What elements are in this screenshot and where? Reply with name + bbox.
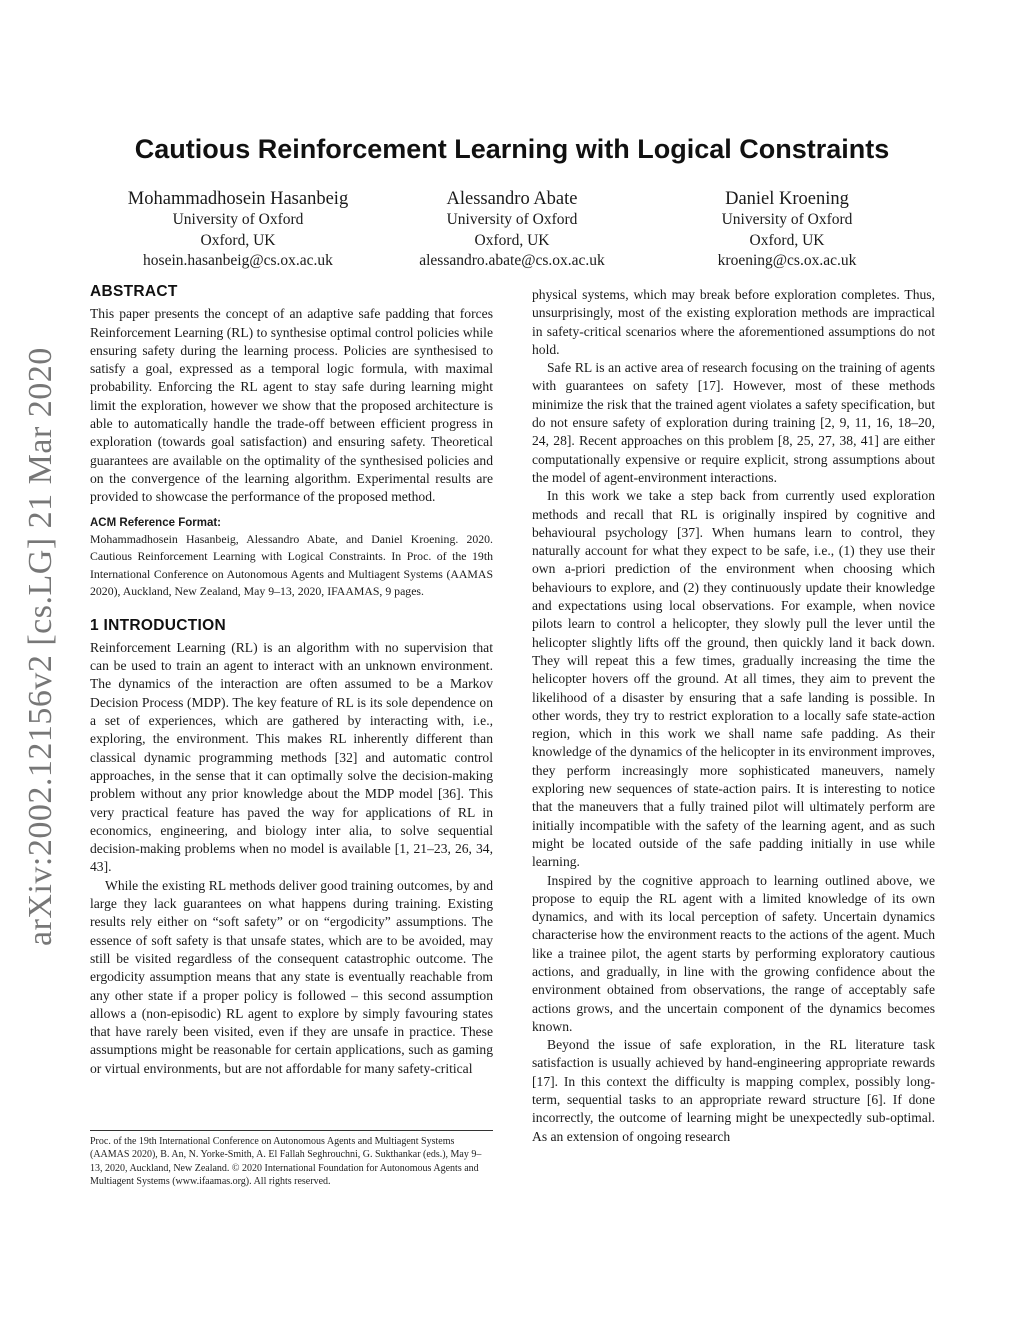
footnote — [90, 1130, 493, 1188]
right-column — [532, 286, 935, 1146]
author-email: kroening@cs.ox.ac.uk — [717, 252, 857, 269]
author-location: Oxford, UK — [200, 231, 276, 249]
author-location: Oxford, UK — [474, 231, 550, 249]
author-name: Daniel Kroening — [725, 189, 849, 209]
author-affiliation: University of Oxford — [172, 211, 304, 228]
introduction-heading: 1 INTRODUCTION — [90, 616, 226, 634]
body-paragraph: Inspired by the cognitive approach to learning outlined above, we propose to equip the RL agent with a limited knowledge of its own dynamics, and with its local perception of safety. Uncertain dynamics characterise how the environment reacts to the actions of the agent. Much like a trainee pilot, the agent starts by performing exploratory cautious actions, and gradually, in line with the growing confidence about the environment obtained from observations, the range of acceptably safe actions grows, and the uncertain component of the dynamics becomes known. — [532, 872, 935, 1034]
author-affiliation: University of Oxford — [721, 211, 853, 228]
acm-reference-heading: ACM Reference Format: — [90, 516, 221, 529]
intro-paragraph: Reinforcement Learning (RL) is an algorithm with no supervision that can be used to train an agent to interact with an unknown environment. The dynamics of the interaction are often assumed to be a Markov Decision Process (MDP). The key feature of RL is its sole dependence on a set of experiences, which are gathered by interacting with, i.e., exploring, the environment. This makes RL inherently different than classical dynamic programming methods [32] and automatic control approaches, in the sense that it can optimally solve the decision-making problem without any prior knowledge about the MDP model [36]. This very practical feature has paved the way for applications of RL in economics, engineering, and biology inter alia, to solve sequential decision-making problems when no model is available [1, 21–23, 26, 34, 43]. — [90, 639, 493, 875]
author-email: alessandro.abate@cs.ox.ac.uk — [419, 252, 605, 269]
author-name: Alessandro Abate — [446, 189, 578, 209]
intro-paragraph: While the existing RL methods deliver good training outcomes, by and large they lack guarantees on what happens during training. Existing results rely either on “soft safety” or on “ergodicity” assumptions. The essence of soft safety is that unsafe states, which are to be avoided, may still be visited regardless of the consequent catastrophic outcome. The ergodicity assumption means that any state is eventually reachable from any other state if a proper policy is followed – this second assumption allows a (non-episodic) RL agent to explore by simply favouring states that have rarely been visited, even if they are unsafe in practice. These assumptions might be reasonable for certain applications, such as gaming or virtual environments, but are not affordable for many safety-critical — [90, 877, 493, 1076]
author-location: Oxford, UK — [749, 231, 825, 249]
footnote-text: Proc. of the 19th International Conference on Autonomous Agents and Multiagent Systems (AAMAS 2020), B. An, N. Yorke-Smith, A. El Fallah Seghrouchni, G. Sukthankar (eds.), May 9–13, 2020, Auckland, New Zealand. © 2020 International Foundation for Autonomous Agents and Multiagent Systems (www.ifaamas.org). All rights reserved. — [90, 1136, 482, 1187]
body-paragraph: In this work we take a step back from currently used exploration methods and recall that RL is originally inspired by cognitive and behavioural psychology [37]. When humans learn to control, they naturally account for what they expect to be safe, i.e., (1) they use their own a-priori prediction of the environment when choosing which behaviours to explore, and (2) they continuously update their knowledge and expectations using local observations. For example, when novice pilots learn to control a helicopter, they slowly pull the lever until the helicopter slightly lifts off the ground, then quickly land it back down. They will repeat this a few times, gradually increasing the time the helicopter hovers off the ground. At all times, they aim to prevent the likelihood of a disaster by ensuring that a safe landing is possible. In other words, they try to restrict exploration to a locally safe state-action region, which in this work we shall name safe padding. As their knowledge of the dynamics of the helicopter in its environment improves, they perform increasingly more sophisticated maneuvers, namely exploring new sequences of state-action pairs. It is interesting to notice that the maneuvers that a fully trained pilot will ultimately perform are initially incompatible with the safety of the learning agent, and as such might be located outside of the safe padding initially in use while learning. — [532, 488, 935, 870]
abstract-text: This paper presents the concept of an adaptive safe padding that forces Reinforcement Learning (RL) to synthesise optimal control policies while ensuring safety during the learning process. Policies are synthesised to satisfy a goal, expressed as a temporal logic formula, with maximal probability. Enforcing the RL agent to stay safe during learning might limit the exploration, however we show that the proposed architecture is able to automatically handle the trade-off between efficient progress in exploration (towards goal satisfaction) and ensuring safety. Theoretical guarantees are available on the optimality of the synthesised policies and on the convergence of the learning algorithm. Experimental results are provided to showcase the performance of the proposed method. — [90, 306, 493, 505]
paper-title: Cautious Reinforcement Learning with Logical Constraints — [134, 134, 890, 164]
left-column — [90, 283, 493, 1078]
author-3 — [637, 188, 937, 272]
author-affiliation: University of Oxford — [446, 211, 578, 228]
author-name: Mohammadhosein Hasanbeig — [127, 189, 349, 209]
author-1 — [88, 188, 388, 272]
body-paragraph: Beyond the issue of safe exploration, in the RL literature task satisfaction is usually achieved by hand-engineering appropriate rewards [17]. In this context the difficulty is mapping complex, possibly long-term, sequential tasks to an appropriate reward structure [6]. If done incorrectly, the outcome of learning might be unexpectedly sub-optimal. As an extension of ongoing research — [532, 1037, 935, 1144]
acm-reference-text: Mohammadhosein Hasanbeig, Alessandro Abate, and Daniel Kroening. 2020. Cautious Reinforcement Learning with Logical Constraints. In Proc. of the 19th International Conference on Autonomous Agents and Multiagent Systems (AAMAS 2020), Auckland, New Zealand, May 9–13, 2020, IFAAMAS, 9 pages. — [90, 531, 493, 599]
abstract-heading: ABSTRACT — [90, 283, 178, 300]
author-email: hosein.hasanbeig@cs.ox.ac.uk — [143, 252, 333, 269]
body-paragraph: physical systems, which may break before exploration completes. Thus, unsurprisingly, most of the existing exploration methods are impractical in safety-critical scenarios where the aforementioned assumptions do not hold. — [532, 287, 935, 357]
author-2 — [362, 188, 662, 272]
arxiv-stamp: arXiv:2002.12156v2 [cs.LG] 21 Mar 2020 — [22, 347, 59, 947]
body-paragraph: Safe RL is an active area of research focusing on the training of agents with guarantees on safety [17]. However, most of these methods minimize the risk that the trained agent violates a safety specification, but do not ensure safety of exploration during training [2, 9, 11, 16, 18–20, 24, 28]. Recent approaches on this problem [8, 25, 27, 38, 41] are either computationally expensive or require explicit, strong assumptions about the model of agent-environment interactions. — [532, 360, 935, 485]
